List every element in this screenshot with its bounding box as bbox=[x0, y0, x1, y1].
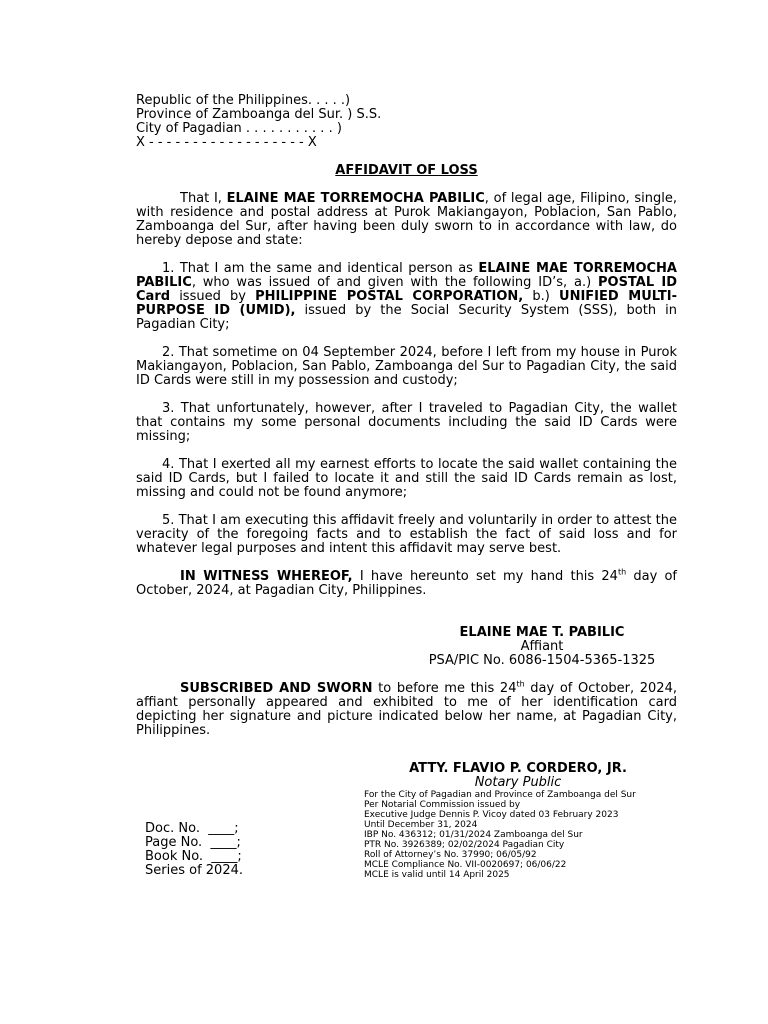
notary-detail-line: Roll of Attorney’s No. 37990; 06/05/92 bbox=[364, 850, 537, 860]
venue-caption bbox=[136, 94, 677, 150]
affiant-signature-block bbox=[402, 626, 682, 668]
jurat-heading: SUBSCRIBED AND SWORN bbox=[180, 681, 373, 696]
paragraph-2: 2. That sometime on 04 September 2024, before I left from my house in Purok Makiangayon, Poblacion, San Pablo, Zamboanga del Sur to Pagadian City, the said ID Cards were still in my possession and custody; bbox=[136, 345, 677, 388]
intro-paragraph bbox=[136, 192, 677, 248]
notary-signature-block bbox=[378, 762, 658, 790]
notary-commission-details bbox=[364, 790, 684, 880]
caption-line: Republic of the Philippines. . . . .) bbox=[136, 93, 351, 108]
series-year: Series of 2024. bbox=[145, 863, 243, 878]
paragraph-1 bbox=[136, 262, 677, 332]
jurat-paragraph bbox=[136, 679, 677, 738]
notarial-register-entry bbox=[145, 822, 243, 878]
caption-line: City of Pagadian . . . . . . . . . . . ) bbox=[136, 121, 342, 136]
ordinal-suffix: th bbox=[516, 679, 525, 689]
text: day of October, 2024, at Pagadian City, Philippines. bbox=[136, 569, 677, 598]
ordinal-suffix: th bbox=[617, 567, 627, 577]
witness-paragraph bbox=[136, 567, 677, 598]
postal-corporation: PHILIPPINE POSTAL CORPORATION, bbox=[255, 289, 524, 304]
caption-line: Province of Zamboanga del Sur. ) S.S. bbox=[136, 107, 382, 122]
text: b.) bbox=[523, 289, 560, 304]
book-number: Book No. ____; bbox=[145, 849, 242, 864]
affiant-name: ELAINE MAE T. PABILIC bbox=[459, 625, 625, 640]
text: to before me this 24 bbox=[372, 681, 517, 696]
text: issued by bbox=[170, 289, 256, 304]
witness-heading: IN WITNESS WHEREOF, bbox=[180, 569, 353, 584]
paragraph-4: 4. That I exerted all my earnest efforts to locate the said wallet containing the said ID Cards, but I failed to locate it and still the said ID Cards remain as lost, missing and could not be found anymore; bbox=[136, 457, 677, 500]
notary-detail-line: For the City of Pagadian and Province of Zamboanga del Sur bbox=[364, 790, 636, 800]
text: I have hereunto set my hand this 24 bbox=[352, 569, 618, 584]
document-title: AFFIDAVIT OF LOSS bbox=[335, 163, 478, 178]
notary-role: Notary Public bbox=[474, 775, 562, 790]
text: 1. That I am the same and identical person as bbox=[162, 261, 479, 276]
text: issued by the Social Security System (SSS), both in Pagadian City; bbox=[136, 303, 677, 332]
doc-number: Doc. No. ____; bbox=[145, 821, 239, 836]
notary-detail-line: MCLE Compliance No. VII-0020697; 06/06/22 bbox=[364, 860, 567, 870]
caption-line: X - - - - - - - - - - - - - - - - - - X bbox=[136, 135, 317, 150]
affiant-name: ELAINE MAE TORREMOCHA PABILIC bbox=[136, 261, 677, 290]
notary-name: ATTY. FLAVIO P. CORDERO, JR. bbox=[409, 761, 627, 776]
page-number: Page No. ____; bbox=[145, 835, 241, 850]
umid: UNIFIED MULTI-PURPOSE ID (UMID), bbox=[136, 289, 677, 318]
paragraph-5: 5. That I am executing this affidavit freely and voluntarily in order to attest the veracity of the foregoing facts and to establish the fact of said loss and for whatever legal purposes and intent this affidavit may serve best. bbox=[136, 513, 677, 556]
notary-detail-line: Executive Judge Dennis P. Vicoy dated 03 February 2023 bbox=[364, 810, 619, 820]
notary-detail-line: IBP No. 436312; 01/31/2024 Zamboanga del Sur bbox=[364, 830, 583, 840]
notary-detail-line: Per Notarial Commission issued by bbox=[364, 800, 521, 810]
text: , of legal age, Filipino, single, with residence and postal address at Purok Makiangayon, Poblacion, San Pablo, Zamboanga del Sur, after having been duly sworn to in accordance with law, do hereby depose and state: bbox=[136, 191, 677, 248]
notary-detail-line: MCLE is valid until 14 April 2025 bbox=[364, 870, 510, 880]
notary-detail-line: PTR No. 3926389; 02/02/2024 Pagadian City bbox=[364, 840, 565, 850]
affiant-role: Affiant bbox=[520, 639, 564, 654]
text: day of October, 2024, affiant personally appeared and exhibited to me of her identification card depicting her signature and picture indicated below her name, at Pagadian City, Philippines. bbox=[136, 681, 677, 738]
notary-detail-line: Until December 31, 2024 bbox=[364, 820, 478, 830]
text: , who was issued of and given with the following ID’s, a.) bbox=[191, 275, 598, 290]
postal-id: POSTAL ID Card bbox=[136, 275, 677, 304]
text: That I, bbox=[180, 191, 227, 206]
affiant-id-number: PSA/PIC No. 6086-1504-5365-1325 bbox=[428, 653, 656, 668]
affiant-name: ELAINE MAE TORREMOCHA PABILIC bbox=[226, 191, 485, 206]
paragraph-3: 3. That unfortunately, however, after I traveled to Pagadian City, the wallet that contains my some personal documents including the said ID Cards were missing; bbox=[136, 401, 677, 444]
